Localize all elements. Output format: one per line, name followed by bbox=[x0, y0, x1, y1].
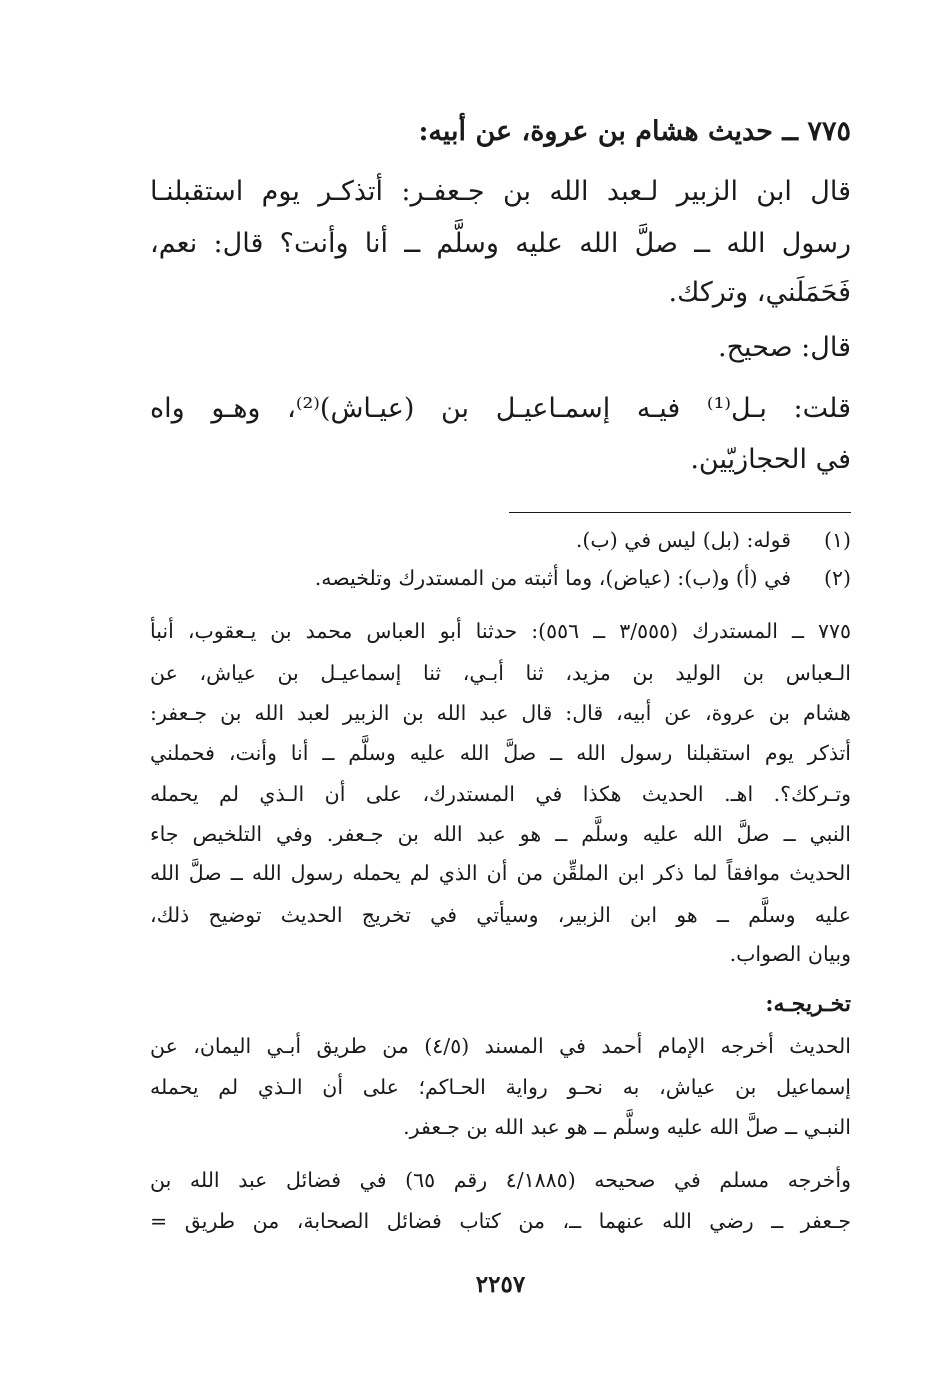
commentary-line: هشام بن عروة، عن أبيه، قال: قال عبد الله بن الزبير لعبد الله بن جـعفر: bbox=[150, 701, 851, 725]
commentary-line: أتذكر يوم استقبلنا رسول الله ــ صلَّ الله عليه وسلَّم ــ أنا وأنت، فحملني bbox=[150, 741, 851, 765]
page-number: ٢٢٥٧ bbox=[475, 1271, 526, 1298]
commentary-line: عليه وسلَّم ــ هو ابن الزبير، وسيأتي في تخريج الحديث توضيح ذلك، bbox=[150, 903, 851, 927]
hadith-comment-line: قلت: بـل⁽¹⁾ فيـه إسمـاعيـل بن (عيـاش)⁽²⁾، وهـو واه bbox=[150, 393, 851, 424]
footnote-text: في (أ) و(ب): (عياض)، وما أثبته من المستدرك وتلخيصه. bbox=[314, 566, 791, 590]
commentary-line: وتـركك؟. اهـ. الحديث هكذا في المستدرك، على أن الـذي لم يحمله bbox=[150, 782, 851, 806]
document-page bbox=[150, 0, 851, 1383]
hadith-text-line: رسول الله ــ صلَّ الله عليه وسلَّم ــ أنا وأنت؟ قال: نعم، bbox=[150, 228, 851, 259]
hadith-heading: ٧٧٥ ــ حديث هشام بن عروة، عن أبيه: bbox=[418, 116, 851, 147]
commentary-line: ٧٧٥ ــ المستدرك (٣/٥٥٥ ــ ٥٥٦): حدثنا أبو العباس محمد بن يـعقوب، أنبأ bbox=[150, 619, 851, 643]
footnote-1 bbox=[150, 524, 851, 556]
footnote-number: (١) bbox=[823, 528, 851, 552]
takhrij-heading: تخـريجـه: bbox=[765, 991, 851, 1017]
commentary-line: النبي ــ صلَّ الله عليه وسلَّم ــ هو عبد الله بن جـعفر. وفي التلخيص جاء bbox=[150, 822, 851, 846]
takhrij-line: وأخرجه مسلم في صحيحه (٤/١٨٨٥ رقم ٦٥) في فضائل عبد الله بن bbox=[150, 1168, 851, 1192]
footnote-2 bbox=[150, 562, 851, 594]
hadith-text-line: فَحَمَلَني، وتركك. bbox=[668, 277, 851, 308]
commentary-line: الـعباس بن الوليد بن مزيد، ثنا أبـي، ثنا إسماعيـل بن عياش، عن bbox=[150, 661, 851, 685]
hadith-ruling: قال: صحيح. bbox=[718, 332, 851, 363]
hadith-text-line: قال ابن الزبير لـعبد الله بن جـعفـر: أتذكـر يوم استقبلنـا bbox=[150, 176, 851, 207]
takhrij-line: جـعفر ــ رضي الله عنهما ــ، من كتاب فضائل الصحابة، من طريق = bbox=[150, 1209, 851, 1233]
footnote-separator bbox=[509, 512, 851, 513]
commentary-line: الحديث موافقاً لما ذكر ابن الملقِّن من أن الذي لم يحمله رسول الله ــ صلَّ الله bbox=[150, 861, 851, 885]
footnote-text: قوله: (بل) ليس في (ب). bbox=[575, 528, 791, 552]
takhrij-line: إسماعيل بن عياش، به نحـو رواية الحـاكم؛ على أن الـذي لم يحمله bbox=[150, 1075, 851, 1099]
commentary-line: وبيان الصواب. bbox=[729, 942, 851, 966]
takhrij-line: النبـي ــ صلَّ الله عليه وسلَّم ــ هو عبد الله بن جـعفر. bbox=[403, 1115, 851, 1139]
hadith-comment-line: في الحجازيّين. bbox=[690, 444, 851, 475]
footnote-number: (٢) bbox=[823, 566, 851, 590]
takhrij-line: الحديث أخرجه الإمام أحمد في المسند (٤/٥) من طريق أبـي اليمان، عن bbox=[150, 1034, 851, 1058]
